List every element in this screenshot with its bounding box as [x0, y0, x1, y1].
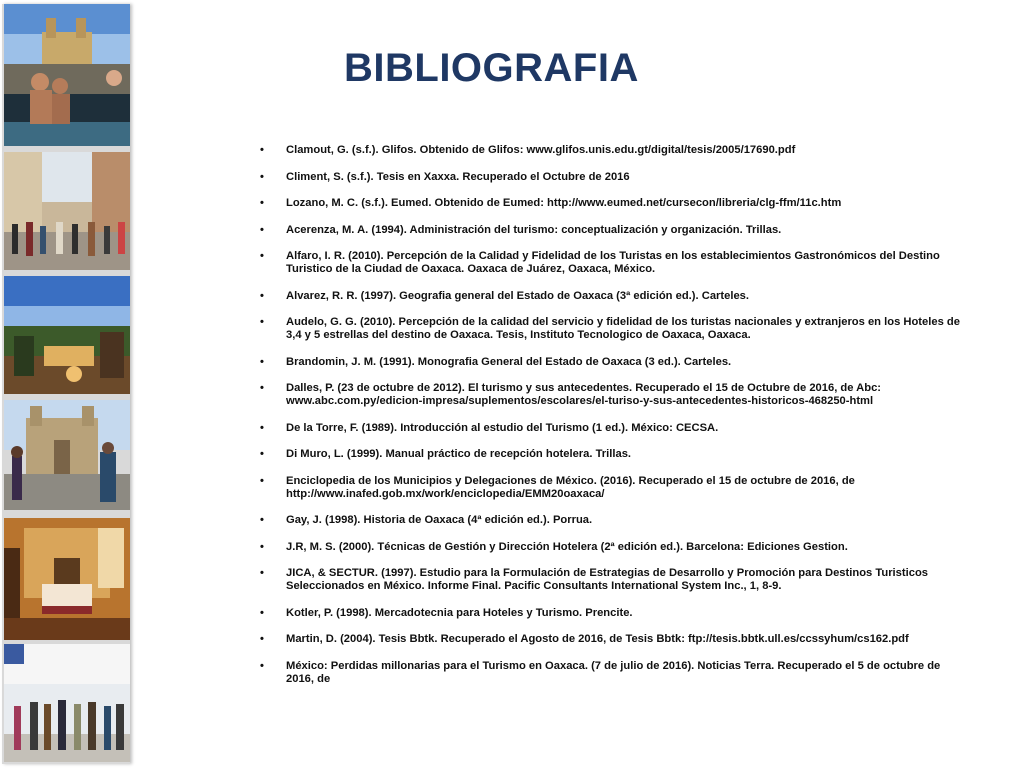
bullet-icon: •	[260, 633, 264, 645]
reference-text: Alvarez, R. R. (1997). Geografia general del Estado de Oaxaca (3ª edición ed.). Carteles.	[286, 289, 749, 302]
reference-text: Audelo, G. G. (2010). Percepción de la calidad del servicio y fidelidad de los turistas nacionales y extranjeros en los Hoteles de 3,4 y 5 estrellas del destino de Oaxaca. Tesis, Instituto Tecnologico de Oaxaca, Oaxaca.	[286, 316, 960, 341]
list-item	[260, 250, 966, 276]
photo-tourists-walkway	[4, 644, 130, 762]
reference-text: Kotler, P. (1998). Mercadotecnia para Hoteles y Turismo. Prencite.	[286, 606, 633, 619]
list-item	[260, 514, 966, 527]
photo-icon	[4, 400, 130, 510]
list-item	[260, 567, 966, 593]
photo-oaxaca-cathedral-pool	[4, 4, 130, 146]
list-item	[260, 382, 966, 408]
list-item	[260, 144, 966, 157]
reference-text: Brandomin, J. M. (1991). Monografia General del Estado de Oaxaca (3 ed.). Carteles.	[286, 355, 732, 368]
bibliography-list	[260, 144, 966, 699]
list-item	[260, 448, 966, 461]
bullet-icon: •	[260, 316, 264, 328]
page-title: BIBLIOGRAFIA	[344, 46, 639, 90]
bullet-icon: •	[260, 382, 264, 394]
photo-santo-domingo-church	[4, 400, 130, 510]
bullet-icon: •	[260, 567, 264, 579]
photo-street-crowd	[4, 152, 130, 270]
list-item	[260, 475, 966, 501]
photo-hotel-terrace	[4, 276, 130, 394]
photo-icon	[4, 276, 130, 394]
reference-text: De la Torre, F. (1989). Introducción al estudio del Turismo (1 ed.). México: CECSA.	[286, 421, 719, 434]
reference-text: Dalles, P. (23 de octubre de 2012). El turismo y sus antecedentes. Recuperado el 15 de Octubre de 2016, de Abc: www.abc.com.py/edicion-impresa/suplementos/escolares/el-turiso-y-sus-antecedentes-historicos-468250-html	[286, 382, 882, 407]
reference-text: Enciclopedia de los Municipios y Delegaciones de México. (2016). Recuperado el 15 de octubre de 2016, de http://www.inafed.gob.mx/work/enciclopedia/EMM20oaxaca/	[286, 474, 855, 500]
bullet-icon: •	[260, 606, 264, 619]
bullet-icon: •	[260, 197, 264, 209]
bullet-icon: •	[260, 250, 264, 262]
bullet-icon: •	[260, 355, 264, 368]
reference-text: Climent, S. (s.f.). Tesis en Xaxxa. Recuperado el Octubre de 2016	[286, 170, 630, 183]
list-item	[260, 422, 966, 435]
photo-icon	[4, 518, 130, 640]
list-item	[260, 660, 966, 686]
photo-icon	[4, 152, 130, 270]
list-item	[260, 171, 966, 184]
photo-hotel-room	[4, 518, 130, 640]
bullet-icon: •	[260, 289, 264, 302]
reference-text: Gay, J. (1998). Historia de Oaxaca (4ª edición ed.). Porrua.	[286, 514, 593, 526]
list-item	[260, 541, 966, 554]
reference-text: Clamout, G. (s.f.). Glifos. Obtenido de Glifos: www.glifos.unis.edu.gt/digital/tesis/2005/17690.pdf	[286, 144, 796, 156]
list-item	[260, 633, 966, 646]
bullet-icon: •	[260, 540, 264, 553]
bullet-icon: •	[260, 659, 264, 672]
reference-text: Martin, D. (2004). Tesis Bbtk. Recuperado el Agosto de 2016, de Tesis Bbtk: ftp://tesis.bbtk.ull.es/ccssyhum/cs162.pdf	[286, 633, 909, 645]
reference-text: Acerenza, M. A. (1994). Administración del turismo: conceptualización y organización. Trillas.	[286, 223, 782, 236]
list-item	[260, 290, 966, 303]
reference-text: Alfaro, I. R. (2010). Percepción de la Calidad y Fidelidad de los Turistas en los establecimientos Gastronómicos del Destino Turistico de la Ciudad de Oaxaca. Oaxaca de Juárez, Oaxaca, México.	[286, 250, 940, 275]
bullet-icon: •	[260, 144, 264, 156]
photo-strip	[2, 4, 130, 764]
reference-text: Lozano, M. C. (s.f.). Eumed. Obtenido de Eumed: http://www.eumed.net/cursecon/libreria/clg-ffm/11c.htm	[286, 197, 842, 209]
bullet-icon: •	[260, 514, 264, 526]
list-item	[260, 316, 966, 342]
reference-text: JICA, & SECTUR. (1997). Estudio para la Formulación de Estrategias de Desarrollo y Promoción para Destinos Turisticos Seleccionados en México. Informe Final. Pacific Consultants International System Inc., 1, 8-9.	[286, 567, 928, 592]
bullet-icon: •	[260, 223, 264, 236]
bullet-icon: •	[260, 421, 264, 434]
reference-text: J.R, M. S. (2000). Técnicas de Gestión y Dirección Hotelera (2ª edición ed.). Barcelona: Ediciones Gestion.	[286, 540, 848, 553]
photo-icon	[4, 4, 130, 146]
reference-text: México: Perdidas millonarias para el Turismo en Oaxaca. (7 de julio de 2016). Noticias Terra. Recuperado el 5 de octubre de 2016, de	[286, 659, 941, 685]
photo-icon	[4, 644, 130, 762]
list-item	[260, 356, 966, 369]
list-item	[260, 224, 966, 237]
bullet-icon: •	[260, 474, 264, 487]
bullet-icon: •	[260, 448, 264, 460]
list-item	[260, 197, 966, 210]
reference-text: Di Muro, L. (1999). Manual práctico de recepción hotelera. Trillas.	[286, 448, 632, 460]
list-item	[260, 607, 966, 620]
bullet-icon: •	[260, 170, 264, 183]
